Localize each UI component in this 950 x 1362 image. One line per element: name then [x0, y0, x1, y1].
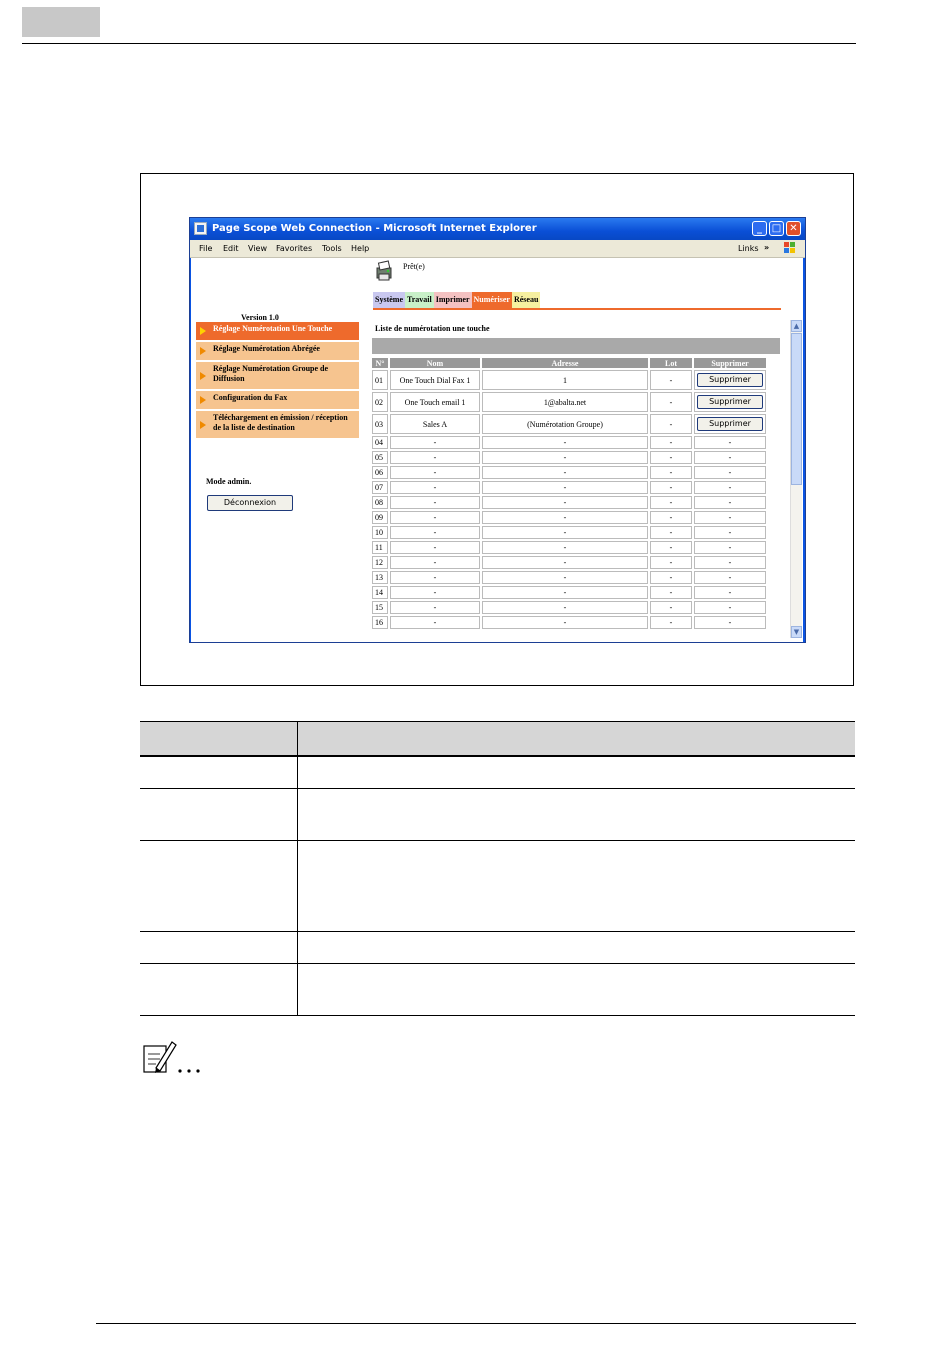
row-address: -	[482, 556, 648, 569]
arrow-icon	[200, 372, 206, 380]
table-row	[140, 757, 855, 789]
minimize-button[interactable]: _	[752, 221, 767, 236]
row-address: -	[482, 511, 648, 524]
table-row	[372, 414, 766, 434]
row-delete: -	[694, 601, 766, 614]
row-name: -	[390, 496, 480, 509]
row-name: -	[390, 436, 480, 449]
row-address: -	[482, 541, 648, 554]
row-no: 16	[372, 616, 388, 629]
row-delete: -	[694, 466, 766, 479]
status-text: Prêt(e)	[403, 262, 425, 271]
nav-download-list[interactable]	[196, 411, 359, 438]
note-pencil-icon	[142, 1038, 210, 1078]
menu-help[interactable]: Help	[351, 244, 370, 253]
row-no: 12	[372, 556, 388, 569]
table-row	[372, 370, 766, 390]
row-lot: -	[650, 511, 692, 524]
row-delete-cell	[694, 392, 766, 412]
one-touch-list	[372, 338, 780, 631]
table-row	[372, 616, 766, 629]
version-label: Version 1.0	[241, 313, 279, 322]
row-lot: -	[650, 586, 692, 599]
tabs-underline	[373, 308, 781, 310]
scroll-down-icon[interactable]: ▼	[791, 626, 802, 638]
tab-system[interactable]: Système	[373, 292, 405, 308]
nav-abbreviated[interactable]	[196, 342, 359, 360]
menu-bar	[190, 240, 805, 258]
row-lot: -	[650, 466, 692, 479]
window-title: Page Scope Web Connection - Microsoft Internet Explorer	[212, 223, 537, 234]
table-row	[140, 932, 855, 964]
col-header-address: Adresse	[482, 358, 648, 368]
browser-window	[189, 217, 806, 643]
row-no: 13	[372, 571, 388, 584]
row-name: -	[390, 601, 480, 614]
col-header-no: N°	[372, 358, 388, 368]
row-lot: -	[650, 601, 692, 614]
row-lot: -	[650, 541, 692, 554]
row-no: 10	[372, 526, 388, 539]
row-address: -	[482, 451, 648, 464]
delete-button[interactable]: Supprimer	[697, 373, 763, 387]
table-row	[372, 526, 766, 539]
nav-label: Réglage Numérotation Une Touche	[213, 324, 333, 333]
row-address: -	[482, 496, 648, 509]
row-address: -	[482, 481, 648, 494]
scroll-thumb[interactable]	[791, 333, 802, 485]
table-row	[372, 541, 766, 554]
row-delete: -	[694, 511, 766, 524]
row-no: 02	[372, 392, 388, 412]
column-divider	[297, 841, 298, 931]
nav-label: Réglage Numérotation Groupe de Diffusion	[213, 364, 329, 383]
row-name: -	[390, 526, 480, 539]
header-rule	[22, 43, 856, 44]
row-address: -	[482, 586, 648, 599]
maximize-button[interactable]: □	[769, 221, 784, 236]
row-lot: -	[650, 481, 692, 494]
row-lot: -	[650, 370, 692, 390]
column-divider	[297, 757, 298, 788]
table-row	[372, 556, 766, 569]
title-bar	[190, 218, 805, 240]
row-address: -	[482, 466, 648, 479]
one-touch-table	[370, 356, 768, 631]
page-content	[191, 258, 803, 642]
row-no: 05	[372, 451, 388, 464]
column-divider	[297, 789, 298, 840]
menu-file[interactable]: File	[199, 244, 213, 253]
nav-label: Téléchargement en émission / réception de la liste de destination	[213, 413, 348, 432]
table-row	[372, 436, 766, 449]
vertical-scrollbar[interactable]	[790, 320, 802, 638]
row-delete: -	[694, 586, 766, 599]
chapter-tab	[22, 7, 100, 37]
row-delete: -	[694, 616, 766, 629]
row-name: One Touch email 1	[390, 392, 480, 412]
row-address: (Numérotation Groupe)	[482, 414, 648, 434]
chevron-icon[interactable]: »	[764, 243, 770, 252]
arrow-icon	[200, 327, 206, 335]
row-lot: -	[650, 616, 692, 629]
nav-label: Configuration du Fax	[213, 393, 288, 402]
row-address: -	[482, 571, 648, 584]
column-divider	[297, 722, 298, 755]
row-delete-cell	[694, 414, 766, 434]
delete-button[interactable]: Supprimer	[697, 395, 763, 409]
tab-print[interactable]: Imprimer	[434, 292, 472, 308]
tab-bar	[373, 292, 540, 308]
row-no: 07	[372, 481, 388, 494]
arrow-icon	[200, 396, 206, 404]
table-row	[372, 601, 766, 614]
ie-page-icon	[194, 222, 207, 235]
list-title: Liste de numérotation une touche	[375, 324, 490, 333]
list-header-bar	[372, 338, 780, 354]
row-address: 1	[482, 370, 648, 390]
column-divider	[297, 932, 298, 963]
links-toolbar[interactable]: Links	[738, 244, 759, 253]
row-name: -	[390, 451, 480, 464]
tab-job[interactable]: Travail	[405, 292, 434, 308]
row-lot: -	[650, 451, 692, 464]
tab-scan[interactable]: Numériser	[472, 292, 512, 308]
table-row	[372, 392, 766, 412]
arrow-icon	[200, 421, 206, 429]
row-delete: -	[694, 496, 766, 509]
arrow-icon	[200, 347, 206, 355]
row-no: 09	[372, 511, 388, 524]
col-header-name: Nom	[390, 358, 480, 368]
row-lot: -	[650, 526, 692, 539]
row-lot: -	[650, 392, 692, 412]
menu-favorites[interactable]: Favorites	[276, 244, 313, 253]
row-no: 14	[372, 586, 388, 599]
row-delete: -	[694, 571, 766, 584]
row-delete-cell	[694, 370, 766, 390]
printer-icon	[373, 260, 395, 282]
row-delete: -	[694, 526, 766, 539]
menu-view[interactable]: View	[248, 244, 267, 253]
table-row	[372, 586, 766, 599]
logout-button[interactable]: Déconnexion	[207, 495, 293, 511]
row-no: 01	[372, 370, 388, 390]
row-address: -	[482, 526, 648, 539]
row-address: -	[482, 601, 648, 614]
col-header-lot: Lot	[650, 358, 692, 368]
nav-group-broadcast[interactable]	[196, 362, 359, 389]
row-lot: -	[650, 496, 692, 509]
row-delete: -	[694, 556, 766, 569]
table-row	[372, 481, 766, 494]
admin-mode-label: Mode admin.	[206, 477, 252, 486]
footer-rule	[96, 1323, 856, 1324]
column-divider	[297, 964, 298, 1015]
table-header-row	[140, 721, 855, 757]
table-row	[372, 466, 766, 479]
row-lot: -	[650, 414, 692, 434]
table-row	[140, 841, 855, 932]
row-no: 15	[372, 601, 388, 614]
col-header-delete: Supprimer	[694, 358, 766, 368]
row-no: 04	[372, 436, 388, 449]
row-delete: -	[694, 451, 766, 464]
row-name: -	[390, 466, 480, 479]
row-no: 11	[372, 541, 388, 554]
row-name: -	[390, 586, 480, 599]
row-lot: -	[650, 436, 692, 449]
row-address: -	[482, 436, 648, 449]
menu-edit[interactable]: Edit	[223, 244, 239, 253]
row-lot: -	[650, 571, 692, 584]
row-lot: -	[650, 556, 692, 569]
windows-logo-icon	[784, 242, 796, 254]
row-no: 06	[372, 466, 388, 479]
delete-button[interactable]: Supprimer	[697, 417, 763, 431]
row-name: -	[390, 511, 480, 524]
row-name: One Touch Dial Fax 1	[390, 370, 480, 390]
row-name: -	[390, 616, 480, 629]
nav-fax-config[interactable]	[196, 391, 359, 409]
row-address: -	[482, 616, 648, 629]
table-row	[372, 511, 766, 524]
close-button[interactable]: ✕	[786, 221, 801, 236]
row-name: -	[390, 556, 480, 569]
table-row	[140, 789, 855, 841]
row-no: 03	[372, 414, 388, 434]
row-name: -	[390, 571, 480, 584]
row-delete: -	[694, 436, 766, 449]
table-row	[140, 964, 855, 1016]
row-address: 1@abalta.net	[482, 392, 648, 412]
row-no: 08	[372, 496, 388, 509]
nav-one-touch[interactable]	[196, 322, 359, 340]
table-row	[372, 496, 766, 509]
row-delete: -	[694, 481, 766, 494]
row-name: -	[390, 481, 480, 494]
row-name: Sales A	[390, 414, 480, 434]
table-row	[372, 571, 766, 584]
menu-tools[interactable]: Tools	[322, 244, 342, 253]
row-delete: -	[694, 541, 766, 554]
tab-network[interactable]: Réseau	[512, 292, 540, 308]
scroll-up-icon[interactable]: ▲	[791, 320, 802, 332]
nav-label: Réglage Numérotation Abrégée	[213, 344, 320, 353]
row-name: -	[390, 541, 480, 554]
table-row	[372, 451, 766, 464]
